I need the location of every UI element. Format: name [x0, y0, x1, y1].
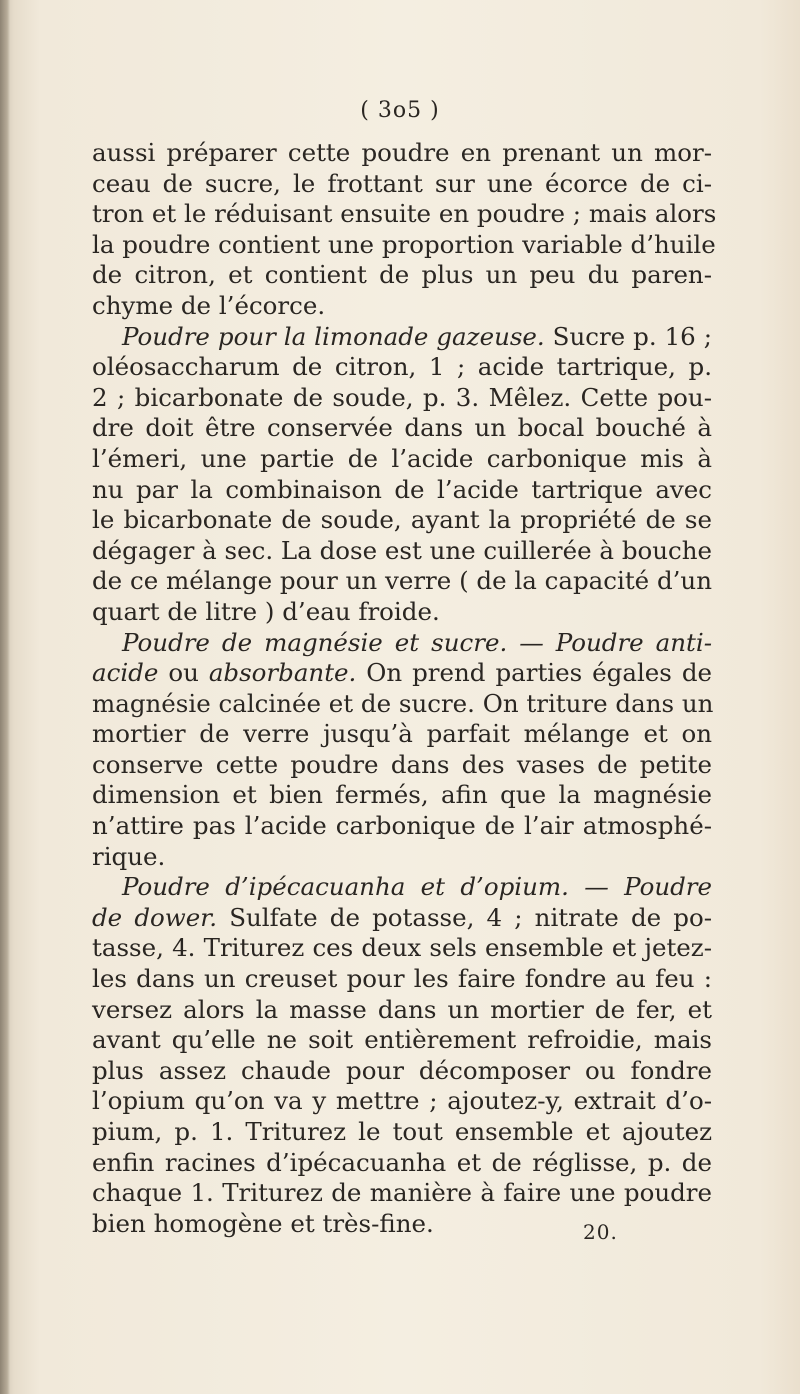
- page-body-text: [92, 138, 717, 1239]
- text-line: rique.: [92, 841, 166, 871]
- section-heading: Poudre pour la limonade gazeuse.: [122, 321, 545, 351]
- text-line: Poudre pour la limonade gazeuse. Sucre p. 16 ;: [122, 321, 712, 351]
- text-line: les dans un creuset pour les faire fondre au feu :: [92, 964, 712, 994]
- text-line: [92, 628, 712, 659]
- text-line: chyme de l’écorce.: [92, 290, 326, 320]
- text-line: l’émeri, une partie de l’acide carbonique mis à: [92, 443, 712, 473]
- text-line: acide ou absorbante. On prend parties égales de: [92, 658, 712, 688]
- text-line: pium, p. 1. Triturez le tout ensemble et ajoutez: [92, 1117, 712, 1146]
- text-line: magnésie calcinée et de sucre. On triture dans un: [92, 688, 714, 718]
- text-line: plus assez chaude pour décomposer ou fondre: [92, 1055, 712, 1085]
- text-line: avant qu’elle ne soit entièrement refroidie, mais: [92, 1025, 712, 1055]
- text-line: bien homogène et très-fine.: [92, 1208, 434, 1238]
- section-heading: Poudre de magnésie et sucre. — Poudre anti-: [122, 627, 712, 657]
- text-line: dégager à sec. La dose est une cuillerée à bouche: [92, 535, 713, 565]
- text-line: 2 ; bicarbonate de soude, p. 3. Mêlez. Cette pou-: [92, 382, 712, 412]
- text-line: mortier de verre jusqu’à parfait mélange et on: [92, 719, 712, 749]
- page-number: ( 3o5 ): [360, 98, 440, 123]
- text-line: dimension et bien fermés, afin que la magnésie: [92, 780, 712, 810]
- text-line: quart de litre ) d’eau froide.: [92, 596, 440, 626]
- text-line: n’attire pas l’acide carbonique de l’air atmosphé-: [92, 811, 712, 841]
- text-line: enfin racines d’ipécacuanha et de réglisse, p. de: [92, 1147, 712, 1177]
- text-line: chaque 1. Triturez de manière à faire une poudre: [92, 1178, 712, 1208]
- text-line: conserve cette poudre dans des vases de petite: [92, 749, 712, 779]
- text-line: la poudre contient une proportion variable d’huile: [92, 229, 716, 259]
- signature-mark: 20.: [583, 1220, 618, 1244]
- text-line: de ce mélange pour un verre ( de la capacité d’un: [92, 566, 712, 596]
- text-line: versez alors la masse dans un mortier de fer, et: [92, 994, 712, 1024]
- text-line: nu par la combinaison de l’acide tartrique avec: [92, 474, 712, 504]
- text-line: [92, 872, 712, 903]
- text-line: tasse, 4. Triturez ces deux sels ensemble et jetez-: [92, 933, 712, 963]
- text-line: le bicarbonate de soude, ayant la propriété de se: [92, 505, 712, 535]
- text-line: aussi préparer cette poudre en prenant un mor-: [92, 138, 712, 167]
- text-line: ceau de sucre, le frottant sur une écorce de ci-: [92, 168, 712, 198]
- text-line: oléosaccharum de citron, 1 ; acide tartrique, p.: [92, 352, 712, 382]
- text-line: dre doit être conservée dans un bocal bouché à: [92, 413, 712, 443]
- text-line: tron et le réduisant ensuite en poudre ; mais alors: [92, 199, 717, 229]
- text-line: l’opium qu’on va y mettre ; ajoutez-y, extrait d’o-: [92, 1086, 712, 1116]
- page-binding-edge: [0, 0, 10, 1394]
- section-heading: Poudre d’ipécacuanha et d’opium. — Poudre: [122, 872, 712, 902]
- text-line: de citron, et contient de plus un peu du paren-: [92, 260, 712, 290]
- text-line: de dower. Sulfate de potasse, 4 ; nitrate de po-: [92, 902, 712, 932]
